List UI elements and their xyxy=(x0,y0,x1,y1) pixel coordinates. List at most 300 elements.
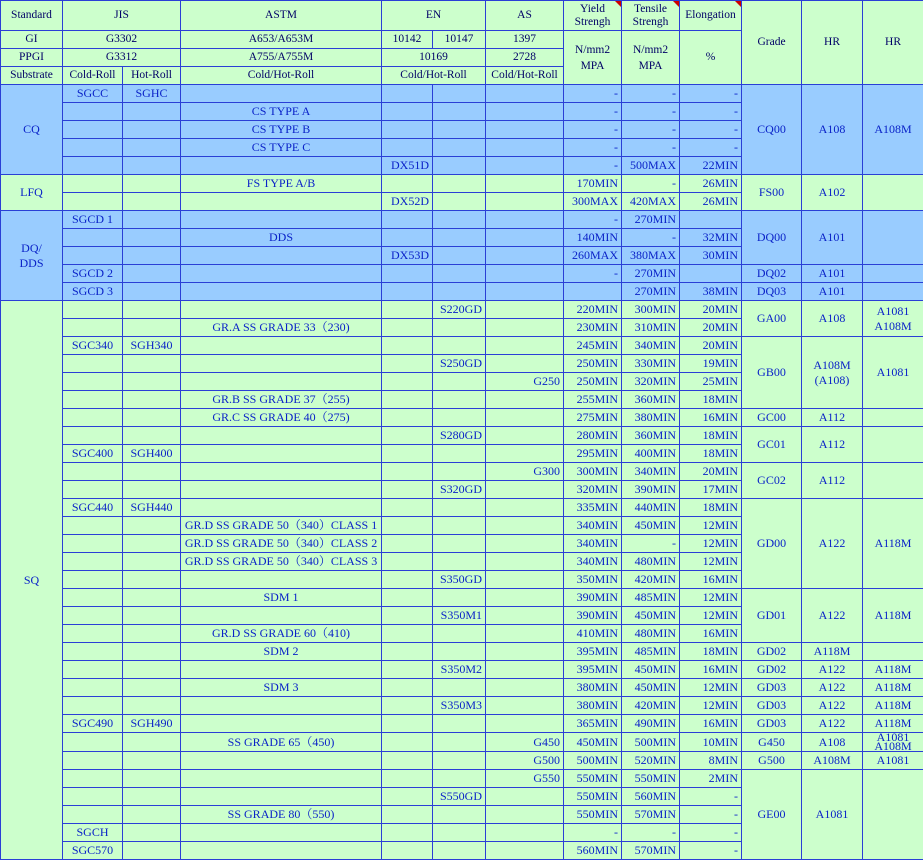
table-row xyxy=(1,175,923,193)
yield-cell: 340MIN xyxy=(564,535,622,553)
header-standard: Standard xyxy=(1,1,63,31)
table-row xyxy=(1,427,923,445)
astm-cell: CS TYPE C xyxy=(181,139,382,157)
jis-cold-roll-cell xyxy=(63,229,123,247)
jis-hot-roll-cell xyxy=(123,301,181,319)
table-row xyxy=(1,752,923,770)
table-row xyxy=(1,770,923,788)
elongation-cell: - xyxy=(680,139,742,157)
tensile-cell: 450MIN xyxy=(622,607,680,625)
astm-cell xyxy=(181,211,382,229)
en-1-cell xyxy=(382,229,433,247)
astm-cell: GR.D SS GRADE 50（340）CLASS 3 xyxy=(181,553,382,571)
astm-cell xyxy=(181,499,382,517)
yield-cell: 170MIN xyxy=(564,175,622,193)
en-2-cell xyxy=(433,229,486,247)
en-1-cell xyxy=(382,283,433,301)
header-substrate: Substrate xyxy=(1,67,63,85)
yield-cell: 230MIN xyxy=(564,319,622,337)
header-gi-jis: G3302 xyxy=(63,31,181,49)
hr-1-cell: A108M (A108) xyxy=(802,337,863,409)
grade-cell: GC01 xyxy=(742,427,802,463)
tensile-cell: 270MIN xyxy=(622,283,680,301)
header-en: EN xyxy=(382,1,486,31)
astm-cell xyxy=(181,842,382,860)
tensile-cell: 300MIN xyxy=(622,301,680,319)
elongation-cell: 20MIN xyxy=(680,301,742,319)
yield-cell: 300MAX xyxy=(564,193,622,211)
as-cell xyxy=(486,679,564,697)
jis-cold-roll-cell xyxy=(63,697,123,715)
en-2-cell xyxy=(433,752,486,770)
jis-cold-roll-cell xyxy=(63,806,123,824)
as-cell: G550 xyxy=(486,770,564,788)
elongation-cell: 8MIN xyxy=(680,752,742,770)
jis-hot-roll-cell xyxy=(123,481,181,499)
jis-cold-roll-cell xyxy=(63,607,123,625)
header-hot-roll: Hot-Roll xyxy=(123,67,181,85)
tensile-cell: 360MIN xyxy=(622,427,680,445)
jis-hot-roll-cell xyxy=(123,842,181,860)
as-cell xyxy=(486,445,564,463)
elongation-cell: - xyxy=(680,824,742,842)
en-2-cell xyxy=(433,283,486,301)
en-2-cell xyxy=(433,824,486,842)
elongation-cell: 16MIN xyxy=(680,571,742,589)
astm-cell: GR.D SS GRADE 60（410) xyxy=(181,625,382,643)
en-1-cell xyxy=(382,625,433,643)
elongation-cell: 22MIN xyxy=(680,157,742,175)
jis-cold-roll-cell xyxy=(63,157,123,175)
jis-hot-roll-cell xyxy=(123,175,181,193)
table-row xyxy=(1,715,923,733)
elongation-cell: 12MIN xyxy=(680,697,742,715)
astm-cell xyxy=(181,445,382,463)
as-cell xyxy=(486,842,564,860)
astm-cell: GR.B SS GRADE 37（255) xyxy=(181,391,382,409)
grade-cell: GA00 xyxy=(742,301,802,337)
tensile-cell: 570MIN xyxy=(622,806,680,824)
hr-2-cell: A118M xyxy=(863,715,923,733)
grade-cell: FS00 xyxy=(742,175,802,211)
en-1-cell xyxy=(382,733,433,752)
elongation-cell: 10MIN xyxy=(680,733,742,752)
en-2-cell xyxy=(433,103,486,121)
jis-hot-roll-cell xyxy=(123,589,181,607)
tensile-cell: 420MIN xyxy=(622,571,680,589)
en-2-cell xyxy=(433,625,486,643)
astm-cell: DDS xyxy=(181,229,382,247)
en-1-cell xyxy=(382,589,433,607)
astm-cell: SDM 2 xyxy=(181,643,382,661)
hr-2-cell xyxy=(863,770,923,860)
jis-hot-roll-cell xyxy=(123,157,181,175)
tensile-cell: 500MAX xyxy=(622,157,680,175)
header-elongation: Elongation xyxy=(680,1,742,31)
hr-1-cell: A108M xyxy=(802,752,863,770)
elongation-cell: 20MIN xyxy=(680,337,742,355)
jis-hot-roll-cell xyxy=(123,553,181,571)
header-as-substrate: Cold/Hot-Roll xyxy=(486,67,564,85)
astm-cell xyxy=(181,571,382,589)
en-1-cell xyxy=(382,103,433,121)
astm-cell xyxy=(181,481,382,499)
table-row xyxy=(1,265,923,283)
en-1-cell xyxy=(382,752,433,770)
as-cell xyxy=(486,247,564,265)
as-cell xyxy=(486,193,564,211)
elongation-cell: 18MIN xyxy=(680,445,742,463)
tensile-cell: 310MIN xyxy=(622,319,680,337)
jis-hot-roll-cell xyxy=(123,103,181,121)
grade-cell: GE00 xyxy=(742,770,802,860)
table-row xyxy=(1,409,923,427)
elongation-cell xyxy=(680,265,742,283)
jis-hot-roll-cell xyxy=(123,806,181,824)
jis-hot-roll-cell xyxy=(123,121,181,139)
jis-hot-roll-cell xyxy=(123,788,181,806)
as-cell xyxy=(486,553,564,571)
as-cell xyxy=(486,535,564,553)
astm-cell: CS TYPE B xyxy=(181,121,382,139)
grade-cell: GD03 xyxy=(742,697,802,715)
jis-hot-roll-cell xyxy=(123,824,181,842)
elongation-cell: 12MIN xyxy=(680,679,742,697)
hr-1-cell: A122 xyxy=(802,679,863,697)
table-row xyxy=(1,589,923,607)
table-row xyxy=(1,337,923,355)
as-cell xyxy=(486,697,564,715)
hr-1-cell: A1081 xyxy=(802,770,863,860)
en-2-cell xyxy=(433,265,486,283)
jis-cold-roll-cell xyxy=(63,463,123,481)
tensile-cell: 270MIN xyxy=(622,211,680,229)
jis-hot-roll-cell xyxy=(123,211,181,229)
astm-cell xyxy=(181,373,382,391)
astm-cell: SDM 1 xyxy=(181,589,382,607)
as-cell xyxy=(486,391,564,409)
jis-hot-roll-cell xyxy=(123,752,181,770)
as-cell xyxy=(486,265,564,283)
en-2-cell xyxy=(433,643,486,661)
yield-cell: 220MIN xyxy=(564,301,622,319)
tensile-cell: - xyxy=(622,139,680,157)
as-cell xyxy=(486,319,564,337)
as-cell xyxy=(486,499,564,517)
tensile-cell: 270MIN xyxy=(622,265,680,283)
table-row xyxy=(1,301,923,319)
elongation-cell: 20MIN xyxy=(680,319,742,337)
elongation-cell: 26MIN xyxy=(680,175,742,193)
jis-hot-roll-cell xyxy=(123,535,181,553)
elongation-cell: 25MIN xyxy=(680,373,742,391)
en-2-cell: S220GD xyxy=(433,301,486,319)
header-ppgi-en: 10169 xyxy=(382,49,486,67)
tensile-cell: - xyxy=(622,824,680,842)
yield-cell: - xyxy=(564,85,622,103)
jis-hot-roll-cell xyxy=(123,643,181,661)
en-1-cell xyxy=(382,373,433,391)
jis-hot-roll-cell xyxy=(123,517,181,535)
grade-cell: G500 xyxy=(742,752,802,770)
header-tensile: Tensile Strengh xyxy=(622,1,680,31)
as-cell xyxy=(486,175,564,193)
en-2-cell xyxy=(433,337,486,355)
jis-cold-roll-cell: SGC490 xyxy=(63,715,123,733)
grade-cell: GD01 xyxy=(742,589,802,643)
elongation-cell: 2MIN xyxy=(680,770,742,788)
jis-hot-roll-cell xyxy=(123,265,181,283)
grade-cell: GB00 xyxy=(742,337,802,409)
hr-2-cell: A1081 xyxy=(863,337,923,409)
as-cell xyxy=(486,625,564,643)
jis-hot-roll-cell xyxy=(123,697,181,715)
astm-cell: FS TYPE A/B xyxy=(181,175,382,193)
en-2-cell xyxy=(433,553,486,571)
en-1-cell xyxy=(382,139,433,157)
yield-cell: 560MIN xyxy=(564,842,622,860)
en-1-cell xyxy=(382,535,433,553)
table-row xyxy=(1,733,923,752)
en-1-cell xyxy=(382,211,433,229)
yield-cell: 300MIN xyxy=(564,463,622,481)
en-1-cell xyxy=(382,463,433,481)
tensile-cell: 480MIN xyxy=(622,625,680,643)
grade-cell: DQ02 xyxy=(742,265,802,283)
hr-2-cell: A118M xyxy=(863,697,923,715)
header-cold-roll: Cold-Roll xyxy=(63,67,123,85)
as-cell xyxy=(486,121,564,139)
en-2-cell xyxy=(433,715,486,733)
header-gi-en-2: 10147 xyxy=(433,31,486,49)
en-2-cell xyxy=(433,463,486,481)
elongation-cell: 26MIN xyxy=(680,193,742,211)
elongation-cell: 16MIN xyxy=(680,715,742,733)
yield-cell: 340MIN xyxy=(564,553,622,571)
table-row xyxy=(1,679,923,697)
grade-cell: GD03 xyxy=(742,679,802,697)
en-1-cell xyxy=(382,697,433,715)
yield-cell: 140MIN xyxy=(564,229,622,247)
tensile-cell: - xyxy=(622,229,680,247)
grade-cell: DQ00 xyxy=(742,211,802,265)
en-2-cell xyxy=(433,499,486,517)
tensile-cell: 450MIN xyxy=(622,661,680,679)
astm-cell xyxy=(181,247,382,265)
elongation-cell: 12MIN xyxy=(680,517,742,535)
header-grade: Grade xyxy=(742,1,802,85)
as-cell xyxy=(486,409,564,427)
header-tensile-unit: N/mm2 MPA xyxy=(622,31,680,85)
hr-2-cell xyxy=(863,427,923,463)
jis-hot-roll-cell: SGHC xyxy=(123,85,181,103)
elongation-cell: 18MIN xyxy=(680,427,742,445)
elongation-cell: - xyxy=(680,85,742,103)
jis-cold-roll-cell xyxy=(63,517,123,535)
elongation-cell: 19MIN xyxy=(680,355,742,373)
header-astm: ASTM xyxy=(181,1,382,31)
en-2-cell xyxy=(433,85,486,103)
hr-2-cell: A1081 A108M xyxy=(863,733,923,752)
jis-cold-roll-cell xyxy=(63,643,123,661)
en-2-cell xyxy=(433,193,486,211)
hr-1-cell: A101 xyxy=(802,211,863,265)
elongation-cell: 16MIN xyxy=(680,661,742,679)
table-row xyxy=(1,661,923,679)
hr-1-cell: A122 xyxy=(802,697,863,715)
tensile-cell: 560MIN xyxy=(622,788,680,806)
elongation-cell: 12MIN xyxy=(680,607,742,625)
as-cell xyxy=(486,788,564,806)
elongation-cell: - xyxy=(680,788,742,806)
jis-hot-roll-cell xyxy=(123,427,181,445)
en-2-cell xyxy=(433,589,486,607)
astm-cell xyxy=(181,427,382,445)
header-ppgi: PPGI xyxy=(1,49,63,67)
astm-cell xyxy=(181,607,382,625)
tensile-cell: 570MIN xyxy=(622,842,680,860)
header-gi: GI xyxy=(1,31,63,49)
header-gi-astm: A653/A653M xyxy=(181,31,382,49)
astm-cell xyxy=(181,193,382,211)
jis-hot-roll-cell xyxy=(123,319,181,337)
en-1-cell xyxy=(382,409,433,427)
hr-2-cell xyxy=(863,211,923,265)
yield-cell: 350MIN xyxy=(564,571,622,589)
en-2-cell xyxy=(433,409,486,427)
en-1-cell xyxy=(382,679,433,697)
yield-cell: 550MIN xyxy=(564,770,622,788)
tensile-cell: 360MIN xyxy=(622,391,680,409)
jis-hot-roll-cell xyxy=(123,661,181,679)
hr-1-cell: A112 xyxy=(802,409,863,427)
group-label: LFQ xyxy=(1,175,63,211)
jis-cold-roll-cell xyxy=(63,571,123,589)
tensile-cell: 420MIN xyxy=(622,697,680,715)
en-1-cell xyxy=(382,553,433,571)
yield-cell: 260MAX xyxy=(564,247,622,265)
astm-cell: SS GRADE 80（550) xyxy=(181,806,382,824)
tensile-cell: - xyxy=(622,103,680,121)
jis-cold-roll-cell xyxy=(63,625,123,643)
tensile-cell: - xyxy=(622,121,680,139)
table-row xyxy=(1,85,923,103)
elongation-cell: 12MIN xyxy=(680,535,742,553)
jis-hot-roll-cell: SGH400 xyxy=(123,445,181,463)
en-2-cell xyxy=(433,247,486,265)
as-cell xyxy=(486,571,564,589)
en-1-cell xyxy=(382,355,433,373)
hr-2-cell: A108M xyxy=(863,85,923,175)
elongation-cell: 18MIN xyxy=(680,499,742,517)
jis-cold-roll-cell: SGCD 2 xyxy=(63,265,123,283)
en-1-cell xyxy=(382,265,433,283)
yield-cell: 450MIN xyxy=(564,733,622,752)
astm-cell xyxy=(181,85,382,103)
as-cell xyxy=(486,589,564,607)
en-2-cell xyxy=(433,679,486,697)
jis-cold-roll-cell: SGCH xyxy=(63,824,123,842)
as-cell xyxy=(486,806,564,824)
elongation-cell: 18MIN xyxy=(680,391,742,409)
grade-cell: GC00 xyxy=(742,409,802,427)
tensile-cell: 390MIN xyxy=(622,481,680,499)
jis-cold-roll-cell xyxy=(63,301,123,319)
yield-cell: 340MIN xyxy=(564,517,622,535)
as-cell xyxy=(486,661,564,679)
en-1-cell xyxy=(382,842,433,860)
astm-cell xyxy=(181,788,382,806)
jis-cold-roll-cell xyxy=(63,175,123,193)
en-1-cell: DX53D xyxy=(382,247,433,265)
group-label: SQ xyxy=(1,301,63,860)
yield-cell: 250MIN xyxy=(564,355,622,373)
en-1-cell: DX51D xyxy=(382,157,433,175)
tensile-cell: 550MIN xyxy=(622,770,680,788)
as-cell xyxy=(486,355,564,373)
hr-2-cell xyxy=(863,265,923,283)
jis-hot-roll-cell: SGH490 xyxy=(123,715,181,733)
yield-cell: 500MIN xyxy=(564,752,622,770)
group-label: CQ xyxy=(1,85,63,175)
en-2-cell: S280GD xyxy=(433,427,486,445)
hr-2-cell: A1081 xyxy=(863,752,923,770)
as-cell: G300 xyxy=(486,463,564,481)
yield-cell: 395MIN xyxy=(564,643,622,661)
jis-cold-roll-cell: SGC570 xyxy=(63,842,123,860)
en-2-cell: S350GD xyxy=(433,571,486,589)
jis-hot-roll-cell xyxy=(123,770,181,788)
jis-hot-roll-cell xyxy=(123,373,181,391)
table-row xyxy=(1,463,923,481)
group-label: DQ/ DDS xyxy=(1,211,63,301)
jis-cold-roll-cell: SGCD 3 xyxy=(63,283,123,301)
yield-cell: 550MIN xyxy=(564,806,622,824)
astm-cell xyxy=(181,301,382,319)
grade-cell: G450 xyxy=(742,733,802,752)
yield-cell: - xyxy=(564,265,622,283)
tensile-cell: 400MIN xyxy=(622,445,680,463)
tensile-cell: 440MIN xyxy=(622,499,680,517)
jis-cold-roll-cell xyxy=(63,193,123,211)
header-en-substrate: Cold/Hot-Roll xyxy=(382,67,486,85)
grade-cell: GD00 xyxy=(742,499,802,589)
hr-1-cell: A108 xyxy=(802,301,863,337)
tensile-cell: 420MAX xyxy=(622,193,680,211)
jis-hot-roll-cell xyxy=(123,625,181,643)
hr-1-cell: A108 xyxy=(802,85,863,175)
en-1-cell xyxy=(382,643,433,661)
elongation-cell xyxy=(680,211,742,229)
as-cell xyxy=(486,211,564,229)
header-yield: Yield Strengh xyxy=(564,1,622,31)
astm-cell xyxy=(181,661,382,679)
table-row xyxy=(1,499,923,517)
en-2-cell xyxy=(433,733,486,752)
astm-cell xyxy=(181,697,382,715)
en-1-cell xyxy=(382,661,433,679)
hr-1-cell: A101 xyxy=(802,265,863,283)
en-2-cell: S250GD xyxy=(433,355,486,373)
en-2-cell xyxy=(433,157,486,175)
elongation-cell: 32MIN xyxy=(680,229,742,247)
astm-cell: GR.D SS GRADE 50（340）CLASS 2 xyxy=(181,535,382,553)
as-cell xyxy=(486,157,564,175)
grade-cell: GD02 xyxy=(742,661,802,679)
en-2-cell: S350M3 xyxy=(433,697,486,715)
elongation-cell: - xyxy=(680,103,742,121)
en-2-cell xyxy=(433,175,486,193)
